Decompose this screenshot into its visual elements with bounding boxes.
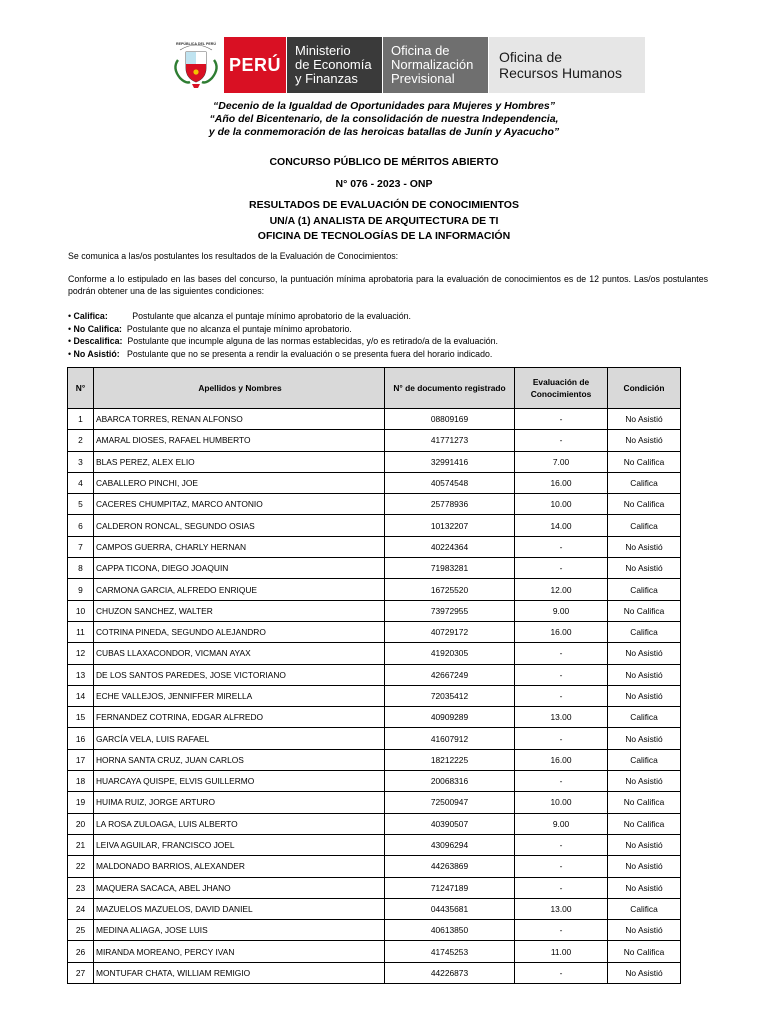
mef-line-3: y Finanzas [295,71,358,86]
evaluation-score: - [515,834,608,855]
contest-title: CONCURSO PÚBLICO DE MÉRITOS ABIERTO [269,156,499,168]
table-row [68,536,681,557]
evaluation-score: - [515,685,608,706]
table-row [68,430,681,451]
table-header-row [68,368,681,409]
row-number: 8 [68,558,94,579]
condition-status: No Asistió [608,877,681,898]
applicant-name: MONTUFAR CHATA, WILLIAM REMIGIO [94,962,385,983]
applicant-name: FERNANDEZ COTRINA, EDGAR ALFREDO [94,707,385,728]
condition-status: Califica [608,707,681,728]
mef-logo-box [286,37,382,93]
table-row [68,685,681,706]
condition-status: No Asistió [608,920,681,941]
decree-line: “Decenio de la Igualdad de Oportunidades para Mujeres y Hombres” [213,100,555,112]
applicant-name: MAQUERA SACACA, ABEL JHANO [94,877,385,898]
legend-term: No Asistió: [73,348,120,359]
applicant-name: HUIMA RUIZ, JORGE ARTURO [94,792,385,813]
mef-line-1: Ministerio [295,43,351,58]
row-number: 11 [68,621,94,642]
condition-status: No Asistió [608,430,681,451]
condition-status: No Asistió [608,685,681,706]
condition-status: Califica [608,472,681,493]
applicant-name: BLAS PEREZ, ALEX ELIO [94,451,385,472]
applicant-name: LA ROSA ZULOAGA, LUIS ALBERTO [94,813,385,834]
table-row [68,941,681,962]
table-row [68,813,681,834]
document-number: 40224364 [385,536,515,557]
applicant-name: HUARCAYA QUISPE, ELVIS GUILLERMO [94,771,385,792]
document-number: 08809169 [385,409,515,430]
condition-status: Califica [608,621,681,642]
row-number: 9 [68,579,94,600]
evaluation-score: - [515,856,608,877]
document-number: 42667249 [385,664,515,685]
results-table-body [68,409,681,984]
table-row [68,494,681,515]
row-number: 3 [68,451,94,472]
applicant-name: ECHE VALLEJOS, JENNIFFER MIRELLA [94,685,385,706]
document-number: 41771273 [385,430,515,451]
document-number: 41745253 [385,941,515,962]
condition-status: No Califica [608,813,681,834]
applicant-name: CALDERON RONCAL, SEGUNDO OSIAS [94,515,385,536]
intro-paragraph-2: Conforme a lo estipulado en las bases del concurso, la puntuación mínima aprobatoria para la evaluación de conocimientos es de 12 puntos. Las/os postulantes podrán obtener una de las siguientes condiciones: [68,274,708,296]
table-row [68,920,681,941]
document-number: 41920305 [385,643,515,664]
table-row [68,877,681,898]
row-number: 27 [68,962,94,983]
legend-desc: Postulante que alcanza el puntaje mínimo aprobatorio de la evaluación. [132,311,411,321]
document-titles [0,155,768,245]
document-number: 72035412 [385,685,515,706]
table-row [68,515,681,536]
applicant-name: ABARCA TORRES, RENAN ALFONSO [94,409,385,430]
row-number: 5 [68,494,94,515]
applicant-name: HORNA SANTA CRUZ, JUAN CARLOS [94,749,385,770]
legend-item-califica: • Califica: Postulante que alcanza el puntaje mínimo aprobatorio de la evaluación. [68,311,411,321]
document-number: 40390507 [385,813,515,834]
row-number: 15 [68,707,94,728]
document-number: 40909289 [385,707,515,728]
header-condition: Condición [608,368,681,409]
document-number: 04435681 [385,898,515,919]
document-number: 20068316 [385,771,515,792]
row-number: 22 [68,856,94,877]
legend-term: No Califica: [73,323,122,334]
evaluation-score: 10.00 [515,494,608,515]
evaluation-score: 13.00 [515,707,608,728]
decree-line: y de la conmemoración de las heroicas batallas de Junín y Ayacucho” [208,126,560,138]
applicant-name: AMARAL DIOSES, RAFAEL HUMBERTO [94,430,385,451]
row-number: 10 [68,600,94,621]
applicant-name: CAPPA TICONA, DIEGO JOAQUIN [94,558,385,579]
legend-term: Califica: [73,311,108,321]
applicant-name: CABALLERO PINCHI, JOE [94,472,385,493]
header-document: N° de documento registrado [385,368,515,409]
applicant-name: MALDONADO BARRIOS, ALEXANDER [94,856,385,877]
condition-status: No Califica [608,941,681,962]
decree-heading [0,100,768,139]
shield-caption: REPÚBLICA DEL PERÚ [176,42,216,46]
applicant-name: COTRINA PINEDA, SEGUNDO ALEJANDRO [94,621,385,642]
table-row [68,749,681,770]
table-row [68,643,681,664]
header-logo-band [168,37,645,93]
document-number: 71247189 [385,877,515,898]
condition-status: No Asistió [608,728,681,749]
onp-line-3: Previsional [391,71,455,86]
condition-status: No Califica [608,792,681,813]
position-title: UN/A (1) ANALISTA DE ARQUITECTURA DE TI [269,214,499,227]
table-row [68,558,681,579]
condition-status: No Asistió [608,409,681,430]
row-number: 26 [68,941,94,962]
onp-line-2: Normalización [391,57,474,72]
header-evaluation: Evaluación de Conocimientos [515,368,608,409]
row-number: 20 [68,813,94,834]
row-number: 2 [68,430,94,451]
condition-status: No Califica [608,451,681,472]
evaluation-score: 13.00 [515,898,608,919]
table-row [68,409,681,430]
document-number: 10132207 [385,515,515,536]
document-number: 32991416 [385,451,515,472]
evaluation-score: - [515,920,608,941]
evaluation-score: 12.00 [515,579,608,600]
table-row [68,962,681,983]
applicant-name: GARCÍA VELA, LUIS RAFAEL [94,728,385,749]
evaluation-score: 11.00 [515,941,608,962]
mef-line-2: de Economía [295,57,372,72]
row-number: 6 [68,515,94,536]
condition-status: Califica [608,898,681,919]
results-table [67,367,681,984]
document-number: 40613850 [385,920,515,941]
row-number: 25 [68,920,94,941]
row-number: 21 [68,834,94,855]
condition-status: No Califica [608,600,681,621]
table-row [68,728,681,749]
document-number: 40574548 [385,472,515,493]
applicant-name: MAZUELOS MAZUELOS, DAVID DANIEL [94,898,385,919]
peru-logo-text: PERÚ [228,54,281,75]
applicant-name: DE LOS SANTOS PAREDES, JOSE VICTORIANO [94,664,385,685]
decree-line: “Año del Bicentenario, de la consolidación de nuestra Independencia, [209,113,559,125]
condition-status: No Asistió [608,962,681,983]
row-number: 4 [68,472,94,493]
evaluation-score: - [515,962,608,983]
row-number: 14 [68,685,94,706]
row-number: 12 [68,643,94,664]
header-num: N° [68,368,94,409]
document-number: 43096294 [385,834,515,855]
evaluation-score: 9.00 [515,600,608,621]
onp-logo-box [382,37,488,93]
orh-logo-box [488,37,645,93]
document-number: 16725520 [385,579,515,600]
results-title: RESULTADOS DE EVALUACIÓN DE CONOCIMIENTOS [249,199,519,211]
evaluation-score: 16.00 [515,472,608,493]
evaluation-score: - [515,877,608,898]
row-number: 16 [68,728,94,749]
document-number: 40729172 [385,621,515,642]
peru-logo-box [224,37,286,93]
legend-term: Descalifica: [73,336,123,347]
condition-status: Califica [608,749,681,770]
legend-desc: Postulante que no se presenta a rendir la evaluación o se presenta fuera del horario indicado. [126,348,493,359]
table-row [68,472,681,493]
condition-status: No Asistió [608,856,681,877]
evaluation-score: - [515,536,608,557]
table-row [68,621,681,642]
legend-desc: Postulante que no alcanza el puntaje mínimo aprobatorio. [126,323,352,334]
evaluation-score: 7.00 [515,451,608,472]
table-row [68,771,681,792]
document-number: 18212225 [385,749,515,770]
evaluation-score: - [515,558,608,579]
row-number: 24 [68,898,94,919]
coat-of-arms-icon [168,37,224,93]
applicant-name: CUBAS LLAXACONDOR, VICMAN AYAX [94,643,385,664]
evaluation-score: - [515,771,608,792]
document-number: 72500947 [385,792,515,813]
orh-line-2: Recursos Humanos [499,65,622,81]
office-title: OFICINA DE TECNOLOGÍAS DE LA INFORMACIÓN [257,230,511,242]
applicant-name: CAMPOS GUERRA, CHARLY HERNAN [94,536,385,557]
table-row [68,579,681,600]
evaluation-score: 14.00 [515,515,608,536]
row-number: 7 [68,536,94,557]
table-row [68,792,681,813]
evaluation-score: 16.00 [515,749,608,770]
document-number: 25778936 [385,494,515,515]
condition-status: No Asistió [608,558,681,579]
table-row [68,707,681,728]
legend-item-no-califica: • No Califica: Postulante que no alcanza el puntaje mínimo aprobatorio. [68,323,352,334]
table-row [68,600,681,621]
condition-status: Califica [608,515,681,536]
document-number: 41607912 [385,728,515,749]
legend-desc: Postulante que incumple alguna de las normas establecidas, y/o es retirado/a de la evaluación. [127,336,499,347]
document-number: 44226873 [385,962,515,983]
evaluation-score: - [515,728,608,749]
table-row [68,834,681,855]
intro-paragraph-1: Se comunica a las/os postulantes los resultados de la Evaluación de Conocimientos: [68,251,399,261]
row-number: 17 [68,749,94,770]
row-number: 13 [68,664,94,685]
applicant-name: CACERES CHUMPITAZ, MARCO ANTONIO [94,494,385,515]
condition-status: No Asistió [608,664,681,685]
condition-status: No Asistió [608,536,681,557]
evaluation-score: - [515,409,608,430]
evaluation-score: 9.00 [515,813,608,834]
condition-status: No Asistió [608,771,681,792]
condition-status: No Asistió [608,643,681,664]
evaluation-score: - [515,664,608,685]
condition-status: Califica [608,579,681,600]
table-row [68,856,681,877]
document-number: 44263869 [385,856,515,877]
evaluation-score: - [515,430,608,451]
applicant-name: LEIVA AGUILAR, FRANCISCO JOEL [94,834,385,855]
condition-status: No Asistió [608,834,681,855]
onp-line-1: Oficina de [391,43,450,58]
table-row [68,664,681,685]
applicant-name: MIRANDA MOREANO, PERCY IVAN [94,941,385,962]
document-number: 71983281 [385,558,515,579]
legend-item-no-asistio: • No Asistió: Postulante que no se presenta a rendir la evaluación o se presenta fuera del horario indicado. [68,348,493,359]
evaluation-score: 10.00 [515,792,608,813]
evaluation-score: - [515,643,608,664]
table-row [68,451,681,472]
orh-line-1: Oficina de [499,49,563,65]
condition-status: No Califica [608,494,681,515]
header-name: Apellidos y Nombres [94,368,385,409]
document-number: 73972955 [385,600,515,621]
legend-item-descalifica: • Descalifica: Postulante que incumple alguna de las normas establecidas, y/o es retirado/a de la evaluación. [68,336,499,347]
row-number: 1 [68,409,94,430]
applicant-name: CHUZON SANCHEZ, WALTER [94,600,385,621]
condition-legend [68,310,498,360]
contest-number: N° 076 - 2023 - ONP [335,177,433,190]
row-number: 19 [68,792,94,813]
table-row [68,898,681,919]
applicant-name: MEDINA ALIAGA, JOSE LUIS [94,920,385,941]
evaluation-score: 16.00 [515,621,608,642]
row-number: 18 [68,771,94,792]
applicant-name: CARMONA GARCIA, ALFREDO ENRIQUE [94,579,385,600]
row-number: 23 [68,877,94,898]
